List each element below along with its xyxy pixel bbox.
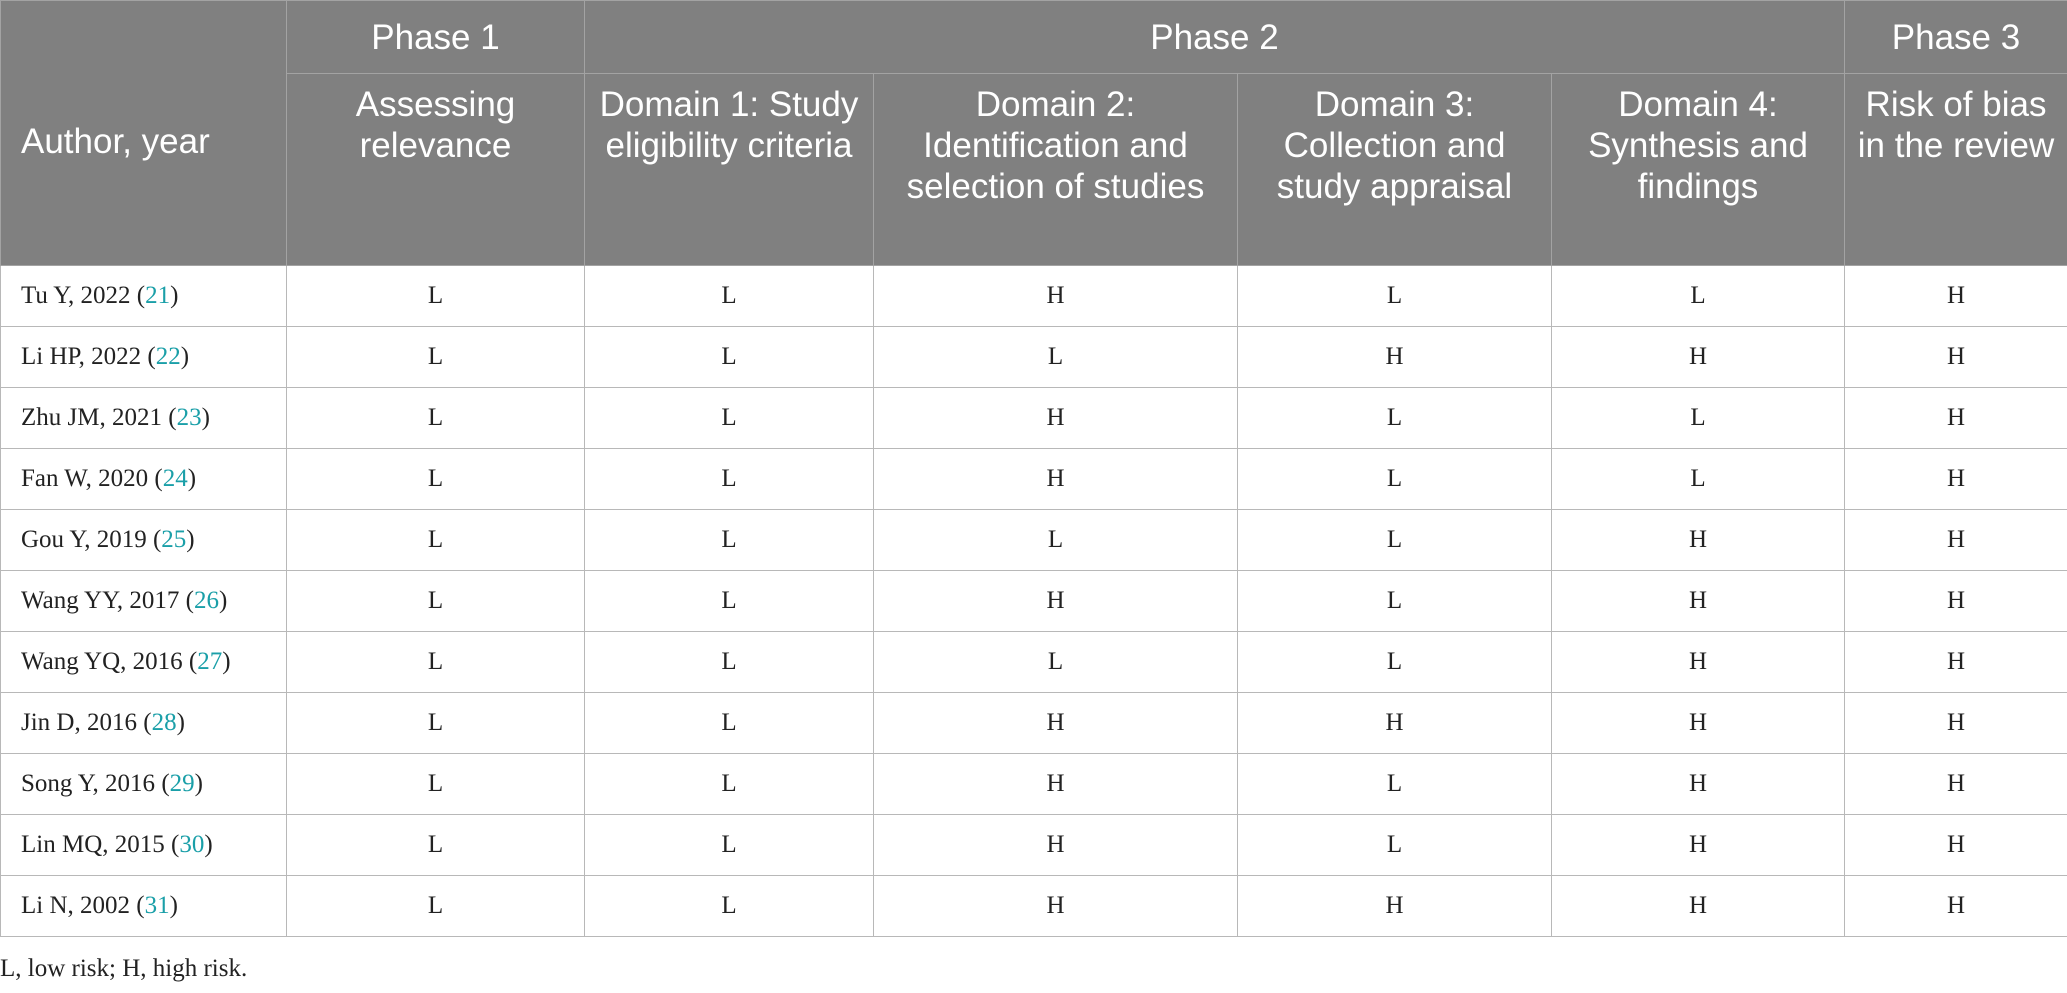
reference-link[interactable]: 31: [144, 892, 170, 919]
reference-link[interactable]: 22: [155, 343, 181, 370]
risk-cell: H: [1552, 510, 1845, 571]
risk-cell: L: [287, 693, 585, 754]
author-cell: Zhu JM, 2021 (23): [1, 388, 287, 449]
author-cell: Tu Y, 2022 (21): [1, 266, 287, 327]
risk-cell: H: [874, 876, 1238, 937]
risk-cell: H: [1552, 693, 1845, 754]
risk-cell: L: [1552, 449, 1845, 510]
risk-cell: L: [585, 876, 874, 937]
table-row: [1, 266, 2067, 327]
author-name: Li N, 2002: [21, 892, 131, 919]
reference-link[interactable]: 21: [145, 282, 171, 309]
risk-cell: L: [585, 266, 874, 327]
risk-cell: H: [1238, 693, 1552, 754]
author-cell: Wang YY, 2017 (26): [1, 571, 287, 632]
table-body: [1, 266, 2067, 937]
risk-cell: L: [287, 327, 585, 388]
header-domain-2: Domain 2: Identification and selection of studies: [874, 74, 1238, 266]
risk-cell: L: [874, 510, 1238, 571]
risk-cell: H: [1552, 571, 1845, 632]
risk-cell: H: [1845, 815, 2067, 876]
author-cell: Song Y, 2016 (29): [1, 754, 287, 815]
risk-cell: L: [287, 876, 585, 937]
risk-cell: L: [585, 388, 874, 449]
risk-cell: H: [1845, 876, 2067, 937]
risk-cell: H: [1238, 876, 1552, 937]
risk-cell: L: [287, 571, 585, 632]
reference-link[interactable]: 26: [193, 587, 219, 614]
risk-cell: H: [874, 266, 1238, 327]
header-phase-1: Phase 1: [287, 1, 585, 74]
risk-cell: H: [874, 815, 1238, 876]
risk-cell: L: [874, 632, 1238, 693]
header-phase-3: Phase 3: [1845, 1, 2067, 74]
table-row: [1, 449, 2067, 510]
author-name: Fan W, 2020: [21, 465, 149, 492]
header-risk-of-bias: Risk of bias in the review: [1845, 74, 2067, 266]
author-cell: Gou Y, 2019 (25): [1, 510, 287, 571]
risk-cell: L: [585, 815, 874, 876]
risk-cell: H: [1845, 693, 2067, 754]
risk-cell: L: [287, 266, 585, 327]
author-cell: Fan W, 2020 (24): [1, 449, 287, 510]
risk-cell: H: [874, 693, 1238, 754]
risk-cell: H: [1238, 327, 1552, 388]
risk-cell: L: [287, 632, 585, 693]
table-row: [1, 571, 2067, 632]
author-cell: Lin MQ, 2015 (30): [1, 815, 287, 876]
risk-cell: L: [1238, 632, 1552, 693]
risk-cell: H: [1552, 876, 1845, 937]
risk-cell: L: [287, 754, 585, 815]
author-name: Wang YY, 2017: [21, 587, 180, 614]
table-header: [1, 1, 2067, 266]
risk-cell: L: [874, 327, 1238, 388]
table-row: [1, 632, 2067, 693]
risk-cell: L: [1238, 266, 1552, 327]
risk-cell: L: [585, 510, 874, 571]
table-row: [1, 815, 2067, 876]
reference-link[interactable]: 24: [162, 465, 188, 492]
header-row-phases: [1, 1, 2067, 74]
risk-cell: L: [585, 754, 874, 815]
author-name: Tu Y, 2022: [21, 282, 131, 309]
risk-cell: L: [1238, 571, 1552, 632]
risk-cell: H: [1552, 632, 1845, 693]
risk-cell: H: [874, 388, 1238, 449]
risk-cell: H: [874, 754, 1238, 815]
reference-link[interactable]: 25: [161, 526, 187, 553]
header-domain-1: Domain 1: Study eligibility criteria: [585, 74, 874, 266]
author-cell: Li N, 2002 (31): [1, 876, 287, 937]
reference-link[interactable]: 28: [151, 709, 177, 736]
author-name: Gou Y, 2019: [21, 526, 147, 553]
risk-cell: H: [1552, 815, 1845, 876]
header-row-domains: [1, 74, 2067, 266]
reference-link[interactable]: 29: [169, 770, 195, 797]
risk-cell: L: [287, 510, 585, 571]
risk-cell: L: [1238, 510, 1552, 571]
table-row: [1, 693, 2067, 754]
author-name: Li HP, 2022: [21, 343, 142, 370]
table-row: [1, 876, 2067, 937]
reference-link[interactable]: 27: [197, 648, 223, 675]
risk-cell: H: [1845, 327, 2067, 388]
author-name: Lin MQ, 2015: [21, 831, 165, 858]
header-assessing-relevance: Assessing relevance: [287, 74, 585, 266]
table-row: [1, 754, 2067, 815]
risk-cell: H: [1845, 388, 2067, 449]
author-name: Song Y, 2016: [21, 770, 156, 797]
risk-cell: L: [585, 449, 874, 510]
table-row: [1, 510, 2067, 571]
author-name: Jin D, 2016: [21, 709, 137, 736]
reference-link[interactable]: 23: [176, 404, 202, 431]
risk-cell: H: [1845, 510, 2067, 571]
risk-cell: H: [1552, 754, 1845, 815]
risk-cell: H: [1845, 571, 2067, 632]
risk-cell: L: [1238, 388, 1552, 449]
author-cell: Jin D, 2016 (28): [1, 693, 287, 754]
author-cell: Li HP, 2022 (22): [1, 327, 287, 388]
header-phase-2: Phase 2: [585, 1, 1845, 74]
risk-cell: L: [585, 327, 874, 388]
reference-link[interactable]: 30: [179, 831, 205, 858]
risk-cell: L: [585, 632, 874, 693]
author-cell: Wang YQ, 2016 (27): [1, 632, 287, 693]
risk-cell: H: [1845, 754, 2067, 815]
risk-cell: H: [1552, 327, 1845, 388]
header-domain-3: Domain 3: Collection and study appraisal: [1238, 74, 1552, 266]
risk-cell: H: [874, 449, 1238, 510]
risk-cell: L: [1552, 388, 1845, 449]
risk-cell: L: [287, 815, 585, 876]
risk-cell: H: [1845, 632, 2067, 693]
header-domain-4: Domain 4: Synthesis and findings: [1552, 74, 1845, 266]
table-row: [1, 388, 2067, 449]
risk-cell: L: [1238, 449, 1552, 510]
table-footnote: L, low risk; H, high risk.: [0, 955, 248, 982]
author-name: Wang YQ, 2016: [21, 648, 183, 675]
risk-cell: H: [874, 571, 1238, 632]
risk-cell: L: [1552, 266, 1845, 327]
risk-cell: H: [1845, 266, 2067, 327]
risk-cell: L: [585, 571, 874, 632]
table-row: [1, 327, 2067, 388]
risk-cell: L: [1238, 754, 1552, 815]
risk-cell: L: [287, 388, 585, 449]
risk-cell: L: [287, 449, 585, 510]
risk-cell: L: [585, 693, 874, 754]
risk-cell: H: [1845, 449, 2067, 510]
risk-cell: L: [1238, 815, 1552, 876]
header-author-year: Author, year: [1, 1, 287, 266]
author-name: Zhu JM, 2021: [21, 404, 162, 431]
